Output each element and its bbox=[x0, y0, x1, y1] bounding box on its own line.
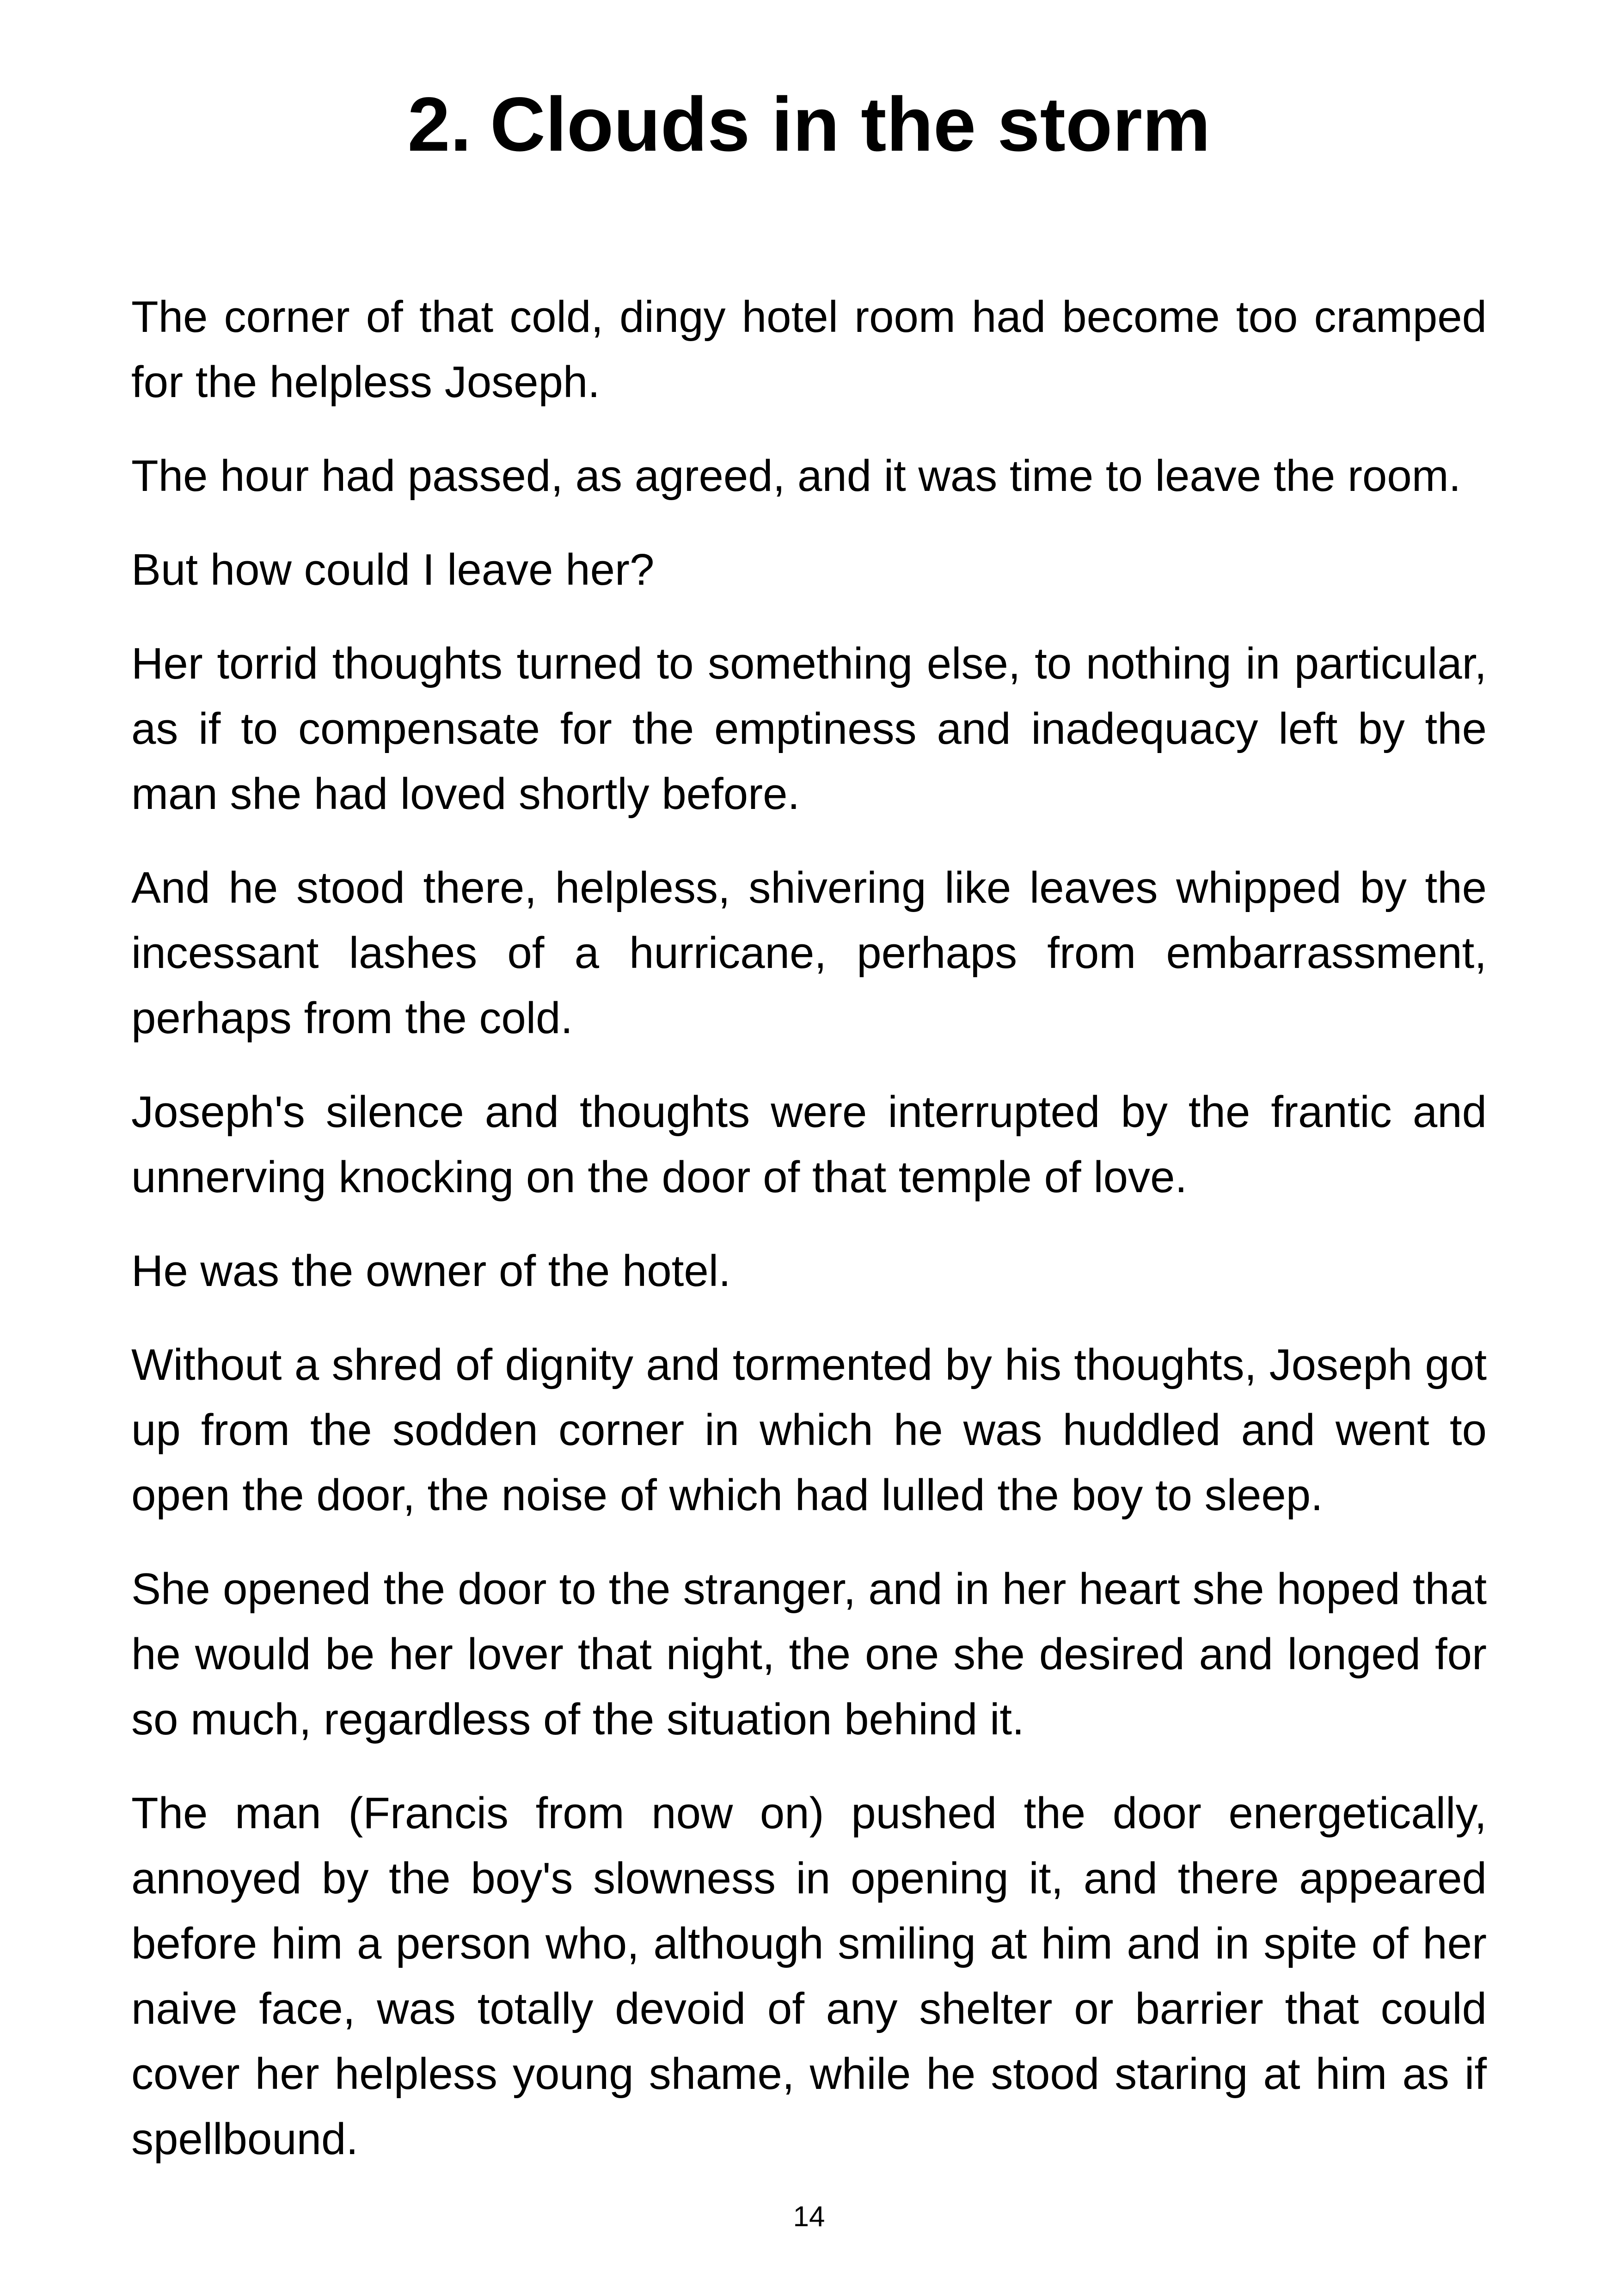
chapter-title bbox=[0, 74, 1618, 176]
paragraph: The corner of that cold, dingy hotel room had become too cramped for the helpless Joseph. bbox=[131, 292, 1487, 407]
chapter-number: 2. bbox=[407, 82, 472, 167]
paragraph: She opened the door to the stranger, and in her heart she hoped that he would be her lover that night, the one she desired and longed for so much, regardless of the situation behind it. bbox=[131, 1564, 1487, 1744]
paragraph: He was the owner of the hotel. bbox=[131, 1246, 731, 1296]
paragraph: The hour had passed, as agreed, and it was time to leave the room. bbox=[131, 451, 1461, 501]
paragraph: But how could I leave her? bbox=[131, 545, 655, 594]
chapter-body bbox=[131, 284, 1487, 2200]
paragraph: Joseph's silence and thoughts were interrupted by the frantic and unnerving knocking on the door of that temple of love. bbox=[131, 1087, 1487, 1202]
paragraph: And he stood there, helpless, shivering like leaves whipped by the incessant lashes of a hurricane, perhaps from embarrassment, perhaps from the cold. bbox=[131, 863, 1487, 1043]
paragraph: The man (Francis from now on) pushed the door energetically, annoyed by the boy's slowness in opening it, and there appeared before him a person who, although smiling at him and in spite of her naive face, was totally devoid of any shelter or barrier that could cover her helpless young shame, while he stood staring at him as if spellbound. bbox=[131, 1788, 1487, 2164]
page-number: 14 bbox=[793, 2201, 825, 2233]
chapter-title-text: Clouds in the storm bbox=[490, 82, 1211, 167]
paragraph: Her torrid thoughts turned to something else, to nothing in particular, as if to compensate for the emptiness and inadequacy left by the man she had loved shortly before. bbox=[131, 639, 1487, 819]
paragraph: Without a shred of dignity and tormented by his thoughts, Joseph got up from the sodden corner in which he was huddled and went to open the door, the noise of which had lulled the boy to sleep. bbox=[131, 1340, 1487, 1520]
